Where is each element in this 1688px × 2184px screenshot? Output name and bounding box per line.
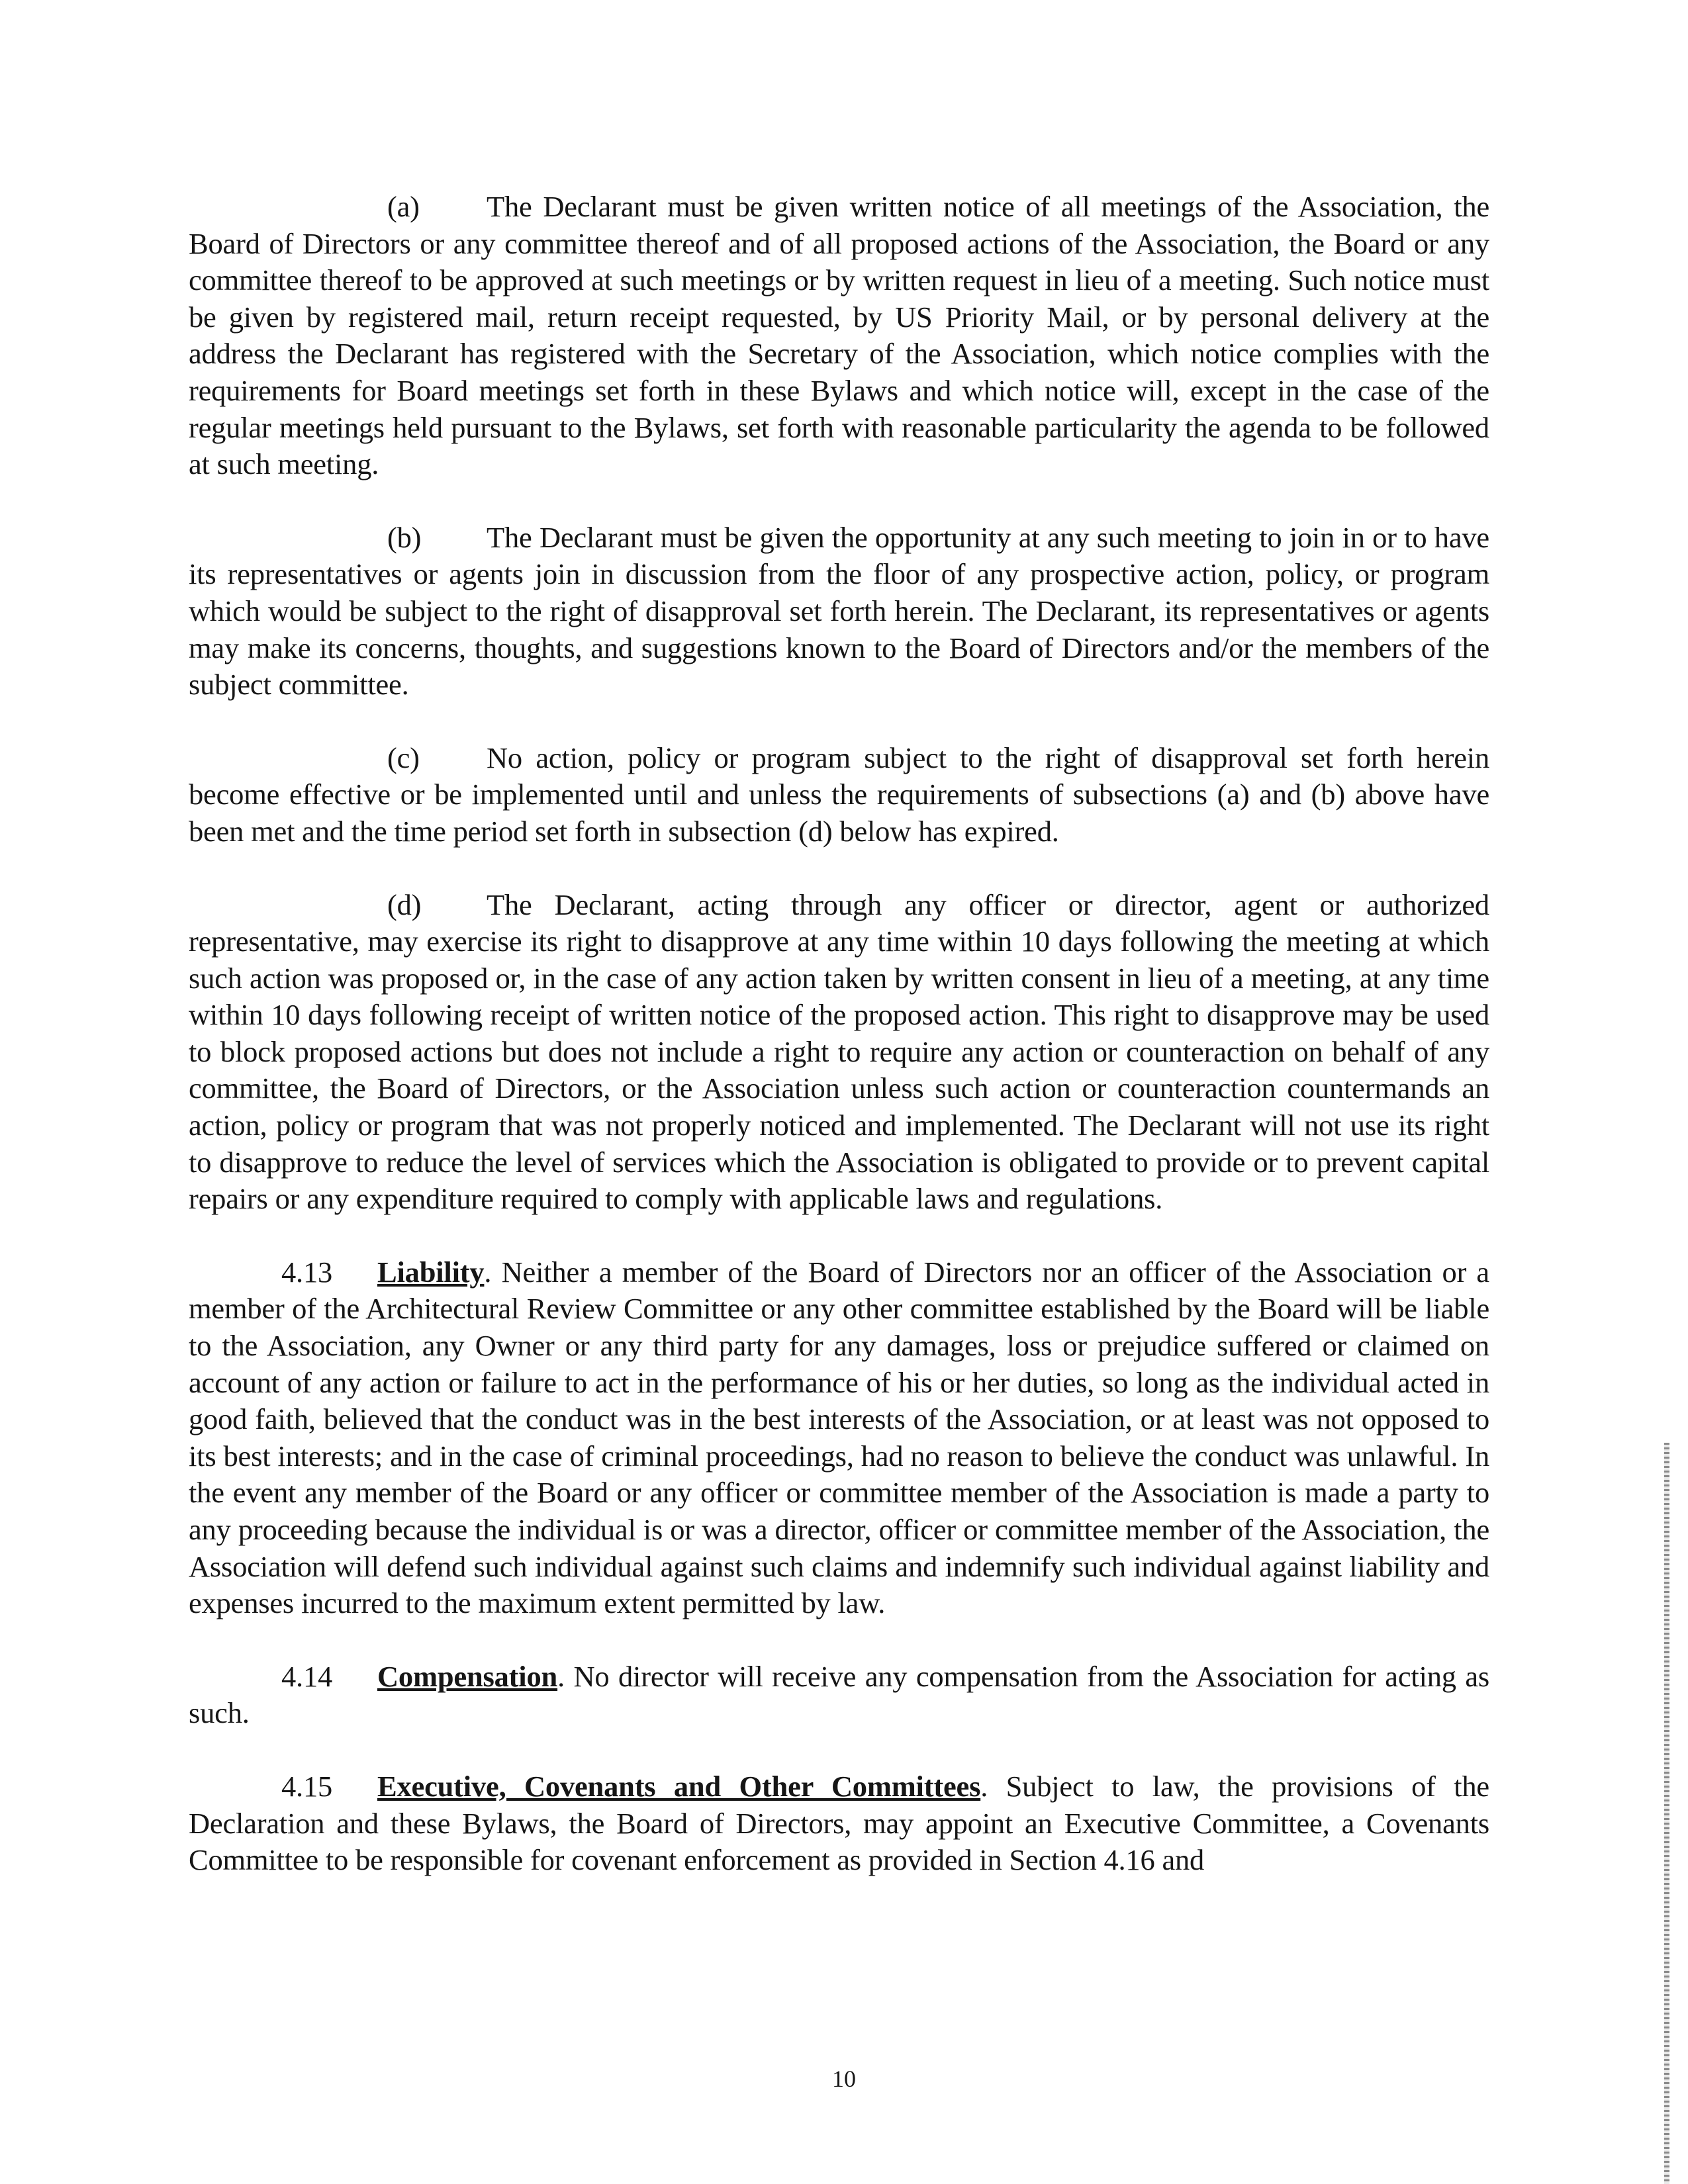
section-number: 4.14 bbox=[281, 1659, 333, 1693]
section-4-13 bbox=[189, 1254, 1489, 1622]
section-number: 4.13 bbox=[281, 1255, 333, 1289]
section-heading: Liability bbox=[377, 1255, 485, 1289]
section-4-14 bbox=[189, 1659, 1489, 1732]
section-text: Subject to law, the provisions of the Declaration and these Bylaws, the Board of Directors, may appoint an Executive Committee, a Covenants Committee to be responsible for covenant enforcement as provided in Section 4.16 and bbox=[189, 1769, 1489, 1877]
body-text bbox=[189, 189, 1489, 1879]
subsection-a bbox=[189, 189, 1489, 483]
subsection-c bbox=[189, 740, 1489, 850]
subsection-marker: (d) bbox=[387, 887, 422, 921]
subsection-d bbox=[189, 887, 1489, 1218]
scan-edge-artifact bbox=[1664, 1443, 1669, 2184]
section-heading: Executive, Covenants and Other Committees bbox=[377, 1769, 981, 1803]
subsection-b bbox=[189, 520, 1489, 704]
page-number: 10 bbox=[832, 2066, 856, 2092]
subsection-marker: (b) bbox=[387, 520, 422, 554]
section-heading: Compensation bbox=[377, 1659, 558, 1693]
section-text: Neither a member of the Board of Directors nor an officer of the Association or a member of the Architectural Review Committee or any other committee established by the Board will be liable to the Association, any Owner or any third party for any damages, loss or prejudice suffered or claimed on account of any action or failure to act in the performance of his or her duties, so long as the individual acted in good faith, believed that the conduct was in the best interests of the Association, or at least was not opposed to its best interests; and in the case of criminal proceedings, had no reason to believe the conduct was unlawful. In the event any member of the Board or any officer or committee member of the Association is made a party to any proceeding because the individual is or was a director, officer or committee member of the Association, the Association will defend such individual against such claims and indemnify such individual against liability and expenses incurred to the maximum extent permitted by law. bbox=[189, 1255, 1489, 1620]
section-4-15 bbox=[189, 1768, 1489, 1879]
section-heading-punct: . bbox=[557, 1659, 565, 1693]
section-text: No director will receive any compensation from the Association for acting as such. bbox=[189, 1659, 1489, 1730]
subsection-marker: (c) bbox=[387, 741, 420, 774]
subsection-text: No action, policy or program subject to the right of disapproval set forth herein become effective or be implemented until and unless the requirements of subsections (a) and (b) above have been met and the time period set forth in subsection (d) below has expired. bbox=[189, 741, 1489, 848]
section-heading-punct: . bbox=[484, 1255, 492, 1289]
subsection-text: The Declarant must be given the opportunity at any such meeting to join in or to have its representatives or agents join in discussion from the floor of any prospective action, policy, or program which would be subject to the right of disapproval set forth herein. The Declarant, its representatives or agents may make its concerns, thoughts, and suggestions known to the Board of Directors and/or the members of the subject committee. bbox=[189, 520, 1489, 702]
section-heading-punct: . bbox=[980, 1769, 988, 1803]
subsection-text: The Declarant must be given written notice of all meetings of the Association, the Board of Directors or any committee thereof and of all proposed actions of the Association, the Board or any committee thereof to be approved at such meetings or by written request in lieu of a meeting. Such notice must be given by registered mail, return receipt requested, by US Priority Mail, or by personal delivery at the address the Declarant has registered with the Secretary of the Association, which notice complies with the requirements for Board meetings set forth in these Bylaws and which notice will, except in the case of the regular meetings held pursuant to the Bylaws, set forth with reasonable particularity the agenda to be followed at such meeting. bbox=[189, 190, 1489, 481]
subsection-marker: (a) bbox=[387, 190, 420, 223]
section-number: 4.15 bbox=[281, 1769, 333, 1803]
subsection-text: The Declarant, acting through any officer or director, agent or authorized representative, may exercise its right to disapprove at any time within 10 days following the meeting at which such action was proposed or, in the case of any action taken by written consent in lieu of a meeting, at any time within 10 days following receipt of written notice of the proposed action. This right to disapprove may be used to block proposed actions but does not include a right to require any action or counteraction on behalf of any committee, the Board of Directors, or the Association unless such action or counteraction countermands an action, policy or program that was not properly noticed and implemented. The Declarant will not use its right to disapprove to reduce the level of services which the Association is obligated to provide or to prevent capital repairs or any expenditure required to comply with applicable laws and regulations. bbox=[189, 887, 1489, 1216]
